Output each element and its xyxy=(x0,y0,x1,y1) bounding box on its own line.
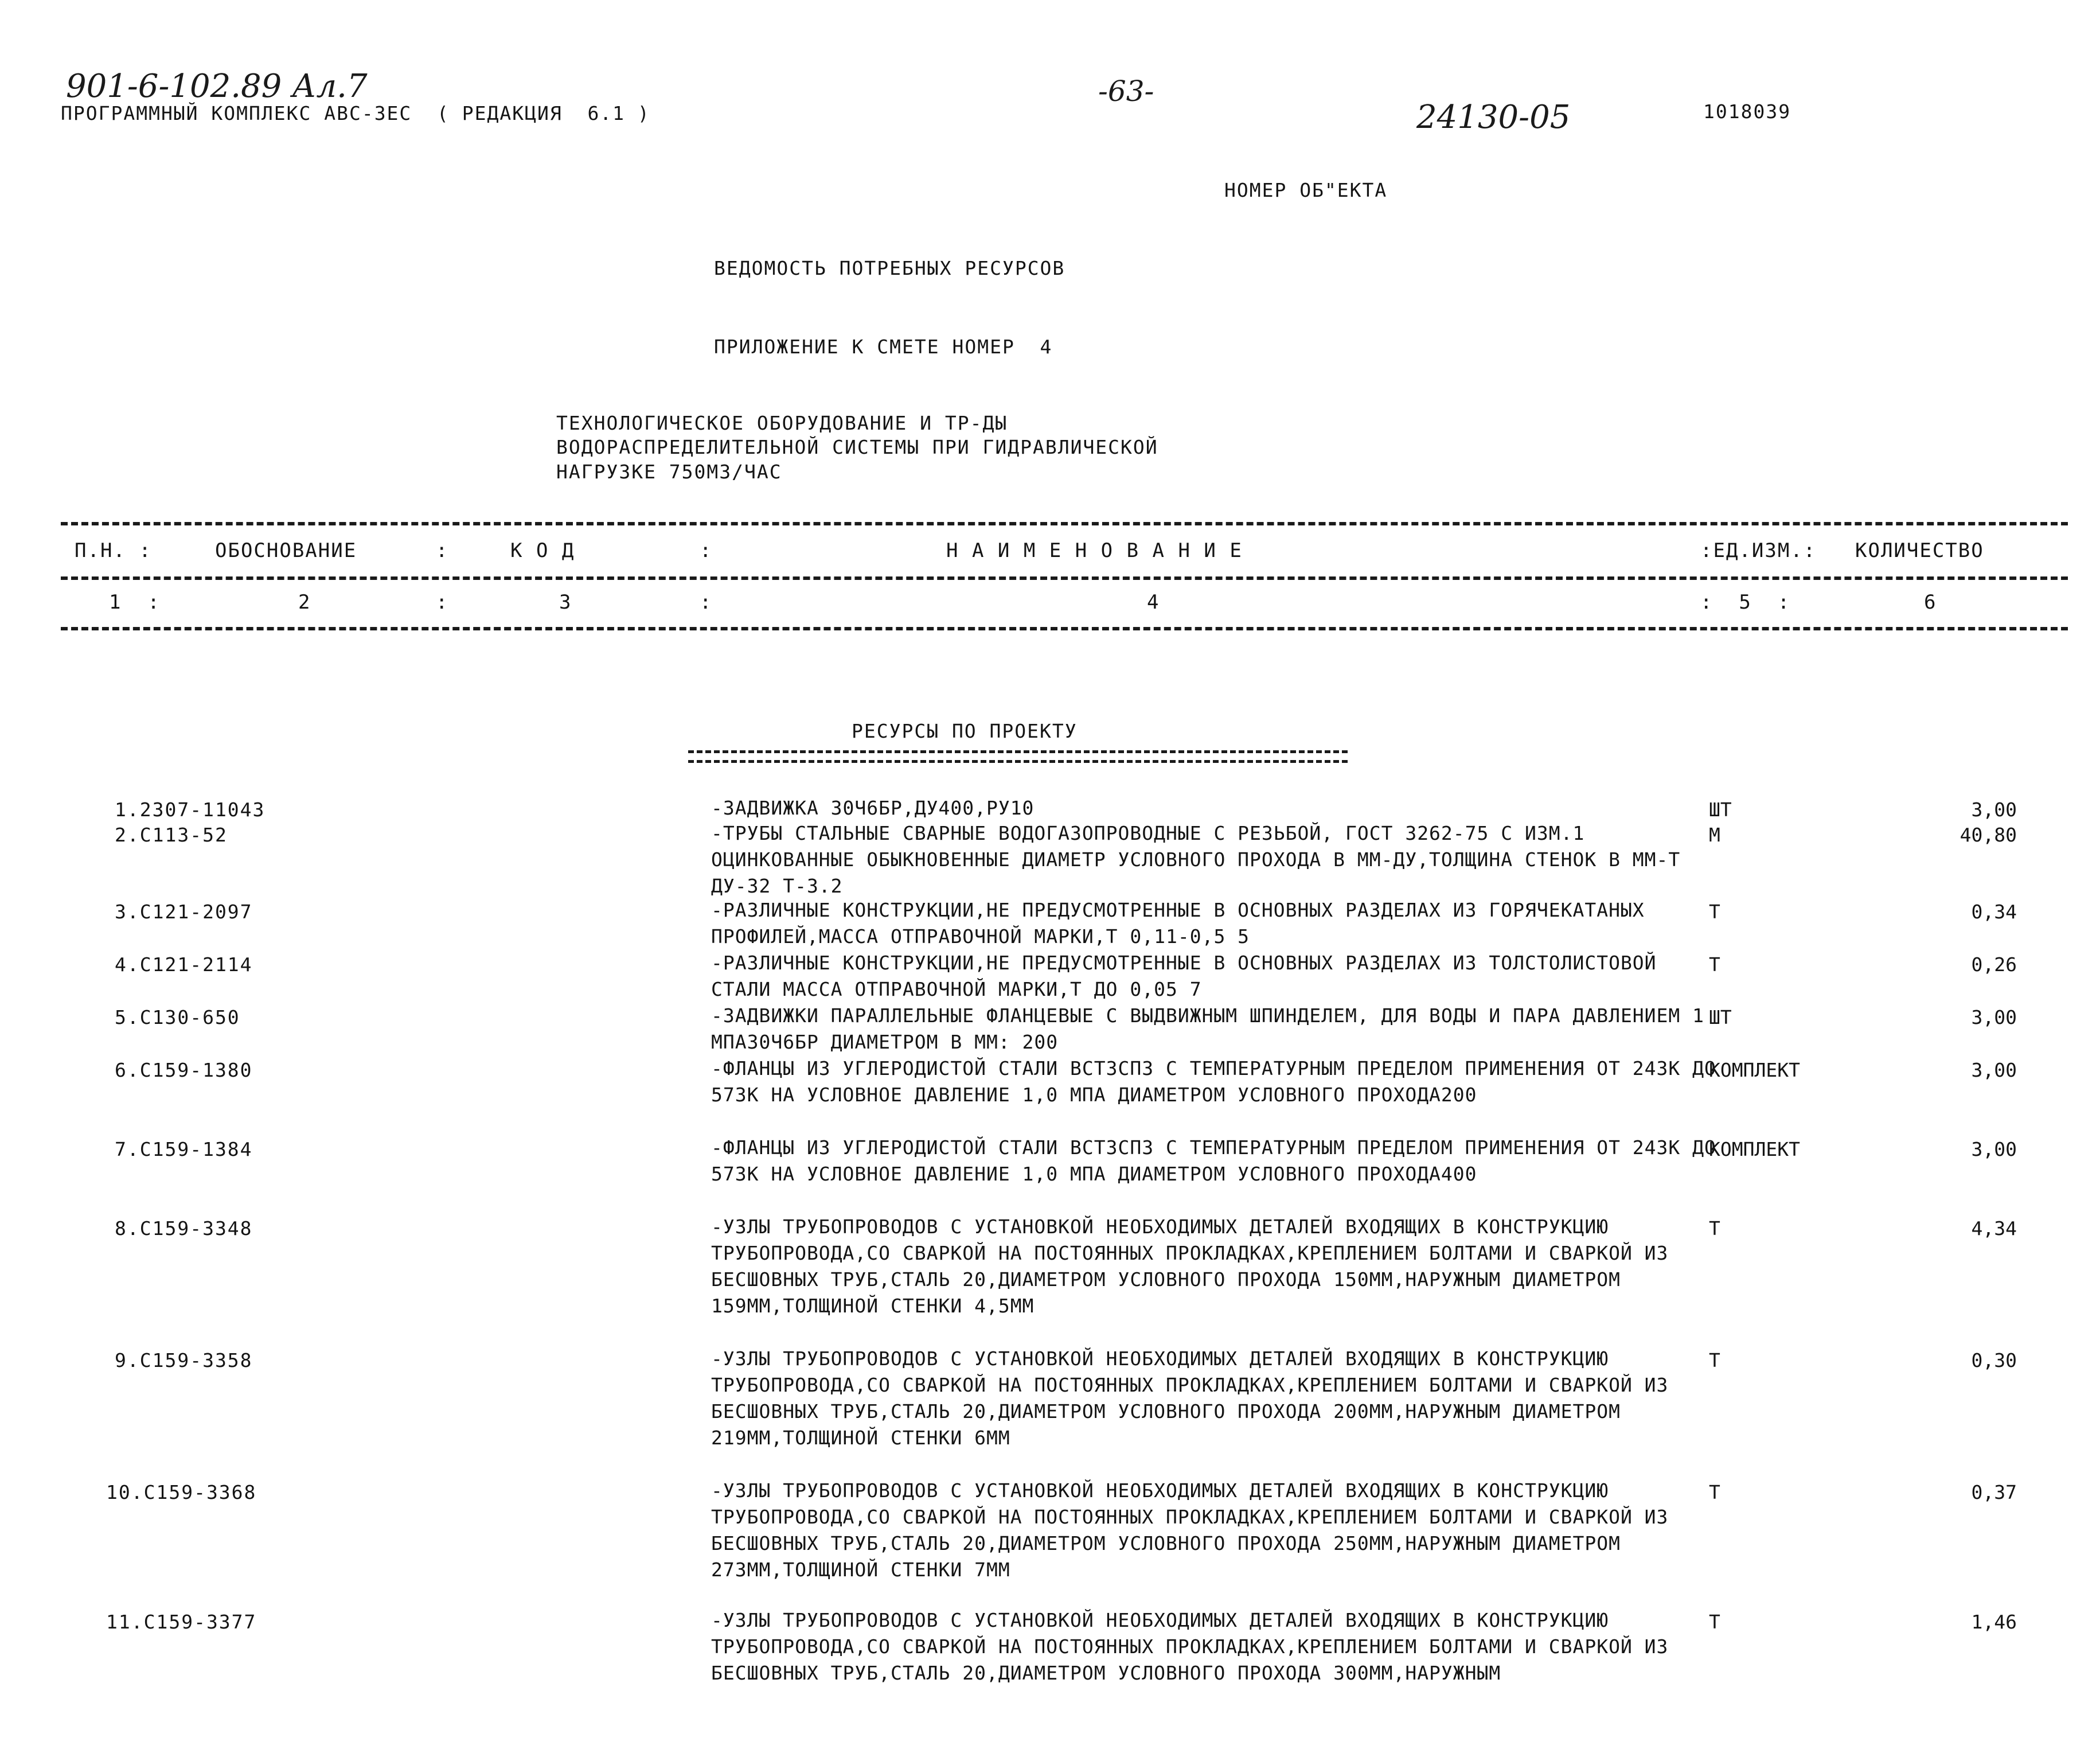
row-code: 2.С113-52 xyxy=(115,824,228,846)
colnum-colon-2: : xyxy=(700,591,713,614)
row-code: 11.С159-3377 xyxy=(106,1611,257,1633)
page-number: -63- xyxy=(1098,75,1154,108)
colnum-2: 2 xyxy=(298,591,311,614)
row-quantity: 0,26 xyxy=(1971,953,2017,976)
row-name: -ЗАДВИЖКА 30Ч6БР,ДУ400,РУ10 xyxy=(711,797,1035,819)
row-quantity: 1,46 xyxy=(1971,1611,2017,1633)
appendix-line: ПРИЛОЖЕНИЕ К СМЕТЕ НОМЕР 4 xyxy=(714,336,1053,358)
separator-top xyxy=(61,522,2068,525)
row-quantity: 3,00 xyxy=(1971,798,2017,821)
row-code: 5.С130-650 xyxy=(115,1006,240,1028)
section-title-underline xyxy=(688,750,1348,763)
row-name: -УЗЛЫ ТРУБОПРОВОДОВ С УСТАНОВКОЙ НЕОБХОДИМЫХ ДЕТАЛЕЙ ВХОДЯЩИХ В КОНСТРУКЦИЮ ТРУБОПРОВОДА,СО СВАРКОЙ НА ПОСТОЯННЫХ ПРОКЛАДКАХ,КРЕПЛЕНИЕМ БОЛТАМИ И СВАРКОЙ ИЗ БЕСШОВНЫХ ТРУБ,СТАЛЬ 20,ДИАМЕТРОМ УСЛОВНОГО ПРОХОДА 250ММ,НАРУЖНЫМ ДИАМЕТРОМ 273ММ,ТОЛЩИНОЙ СТЕНКИ 7ММ xyxy=(711,1479,1669,1581)
row-unit: М xyxy=(1709,824,1720,846)
row-quantity: 0,37 xyxy=(1971,1481,2017,1503)
document-title: ВЕДОМОСТЬ ПОТРЕБНЫХ РЕСУРСОВ xyxy=(714,257,1065,279)
colnum-6: 6 xyxy=(1924,591,1937,614)
row-name: -ЗАДВИЖКИ ПАРАЛЛЕЛЬНЫЕ ФЛАНЦЕВЫЕ С ВЫДВИЖНЫМ ШПИНДЕЛЕМ, ДЛЯ ВОДЫ И ПАРА ДАВЛЕНИЕМ 1 МПА30Ч6БР ДИАМЕТРОМ В ММ: 200 xyxy=(711,1004,1705,1053)
row-quantity: 3,00 xyxy=(1971,1006,2017,1028)
header-pn: П.Н. : xyxy=(75,539,152,562)
row-unit: Т xyxy=(1709,1611,1720,1633)
row-quantity: 0,30 xyxy=(1971,1349,2017,1372)
object-number-label: НОМЕР ОБ"ЕКТА xyxy=(1224,179,1388,201)
row-unit: Т xyxy=(1709,1217,1720,1240)
header-name: Н А И М Е Н О В А Н И Е xyxy=(946,539,1243,562)
row-name: -ТРУБЫ СТАЛЬНЫЕ СВАРНЫЕ ВОДОГАЗОПРОВОДНЫЕ С РЕЗЬБОЙ, ГОСТ 3262-75 С ИЗМ.1 ОЦИНКОВАННЫЕ ОБЫКНОВЕННЫЕ ДИАМЕТР УСЛОВНОГО ПРОХОДА В ММ-ДУ,ТОЛЩИНА СТЕНОК В ММ-Т ДУ-32 Т-3.2 xyxy=(711,822,1681,897)
row-unit: Т xyxy=(1709,901,1720,923)
row-name: -ФЛАНЦЫ ИЗ УГЛЕРОДИСТОЙ СТАЛИ ВСТ3СП3 С ТЕМПЕРАТУРНЫМ ПРЕДЕЛОМ ПРИМЕНЕНИЯ ОТ 243К ДО 573К НА УСЛОВНОЕ ДАВЛЕНИЕ 1,0 МПА ДИАМЕТРОМ УСЛОВНОГО ПРОХОДА200 xyxy=(711,1057,1716,1106)
header-basis: ОБОСНОВАНИЕ xyxy=(215,539,357,562)
row-code: 3.С121-2097 xyxy=(115,901,253,923)
row-name: -РАЗЛИЧНЫЕ КОНСТРУКЦИИ,НЕ ПРЕДУСМОТРЕННЫЕ В ОСНОВНЫХ РАЗДЕЛАХ ИЗ ТОЛСТОЛИСТОВОЙ СТАЛИ МАССА ОТПРАВОЧНОЙ МАРКИ,Т ДО 0,05 7 xyxy=(711,952,1657,1000)
row-name: -УЗЛЫ ТРУБОПРОВОДОВ С УСТАНОВКОЙ НЕОБХОДИМЫХ ДЕТАЛЕЙ ВХОДЯЩИХ В КОНСТРУКЦИЮ ТРУБОПРОВОДА,СО СВАРКОЙ НА ПОСТОЯННЫХ ПРОКЛАДКАХ,КРЕПЛЕНИЕМ БОЛТАМИ И СВАРКОЙ ИЗ БЕСШОВНЫХ ТРУБ,СТАЛЬ 20,ДИАМЕТРОМ УСЛОВНОГО ПРОХОДА 150ММ,НАРУЖНЫМ ДИАМЕТРОМ 159ММ,ТОЛЩИНОЙ СТЕНКИ 4,5ММ xyxy=(711,1215,1669,1317)
colnum-1: 1 : xyxy=(109,591,161,614)
row-quantity: 4,34 xyxy=(1971,1217,2017,1240)
handwritten-reference: 901-6-102.89 Ал.7 xyxy=(66,68,368,105)
program-line: ПРОГРАММНЫЙ КОМПЛЕКС АВС-ЗЕС ( РЕДАКЦИЯ 6.1 ) xyxy=(61,102,650,124)
row-code: 1.2307-11043 xyxy=(115,798,266,821)
row-unit: КОМПЛЕКТ xyxy=(1709,1138,1800,1160)
row-unit: Т xyxy=(1709,953,1720,976)
header-quantity: КОЛИЧЕСТВО xyxy=(1855,539,1984,562)
row-code: 6.С159-1380 xyxy=(115,1059,253,1081)
row-unit: ШТ xyxy=(1709,1006,1732,1028)
subject-line-2: ВОДОРАСПРЕДЕЛИТЕЛЬНОЙ СИСТЕМЫ ПРИ ГИДРАВЛИЧЕСКОЙ xyxy=(556,436,1158,458)
row-unit: ШТ xyxy=(1709,798,1732,821)
subject-line-3: НАГРУЗКЕ 750М3/ЧАС xyxy=(556,461,782,483)
row-name: -УЗЛЫ ТРУБОПРОВОДОВ С УСТАНОВКОЙ НЕОБХОДИМЫХ ДЕТАЛЕЙ ВХОДЯЩИХ В КОНСТРУКЦИЮ ТРУБОПРОВОДА,СО СВАРКОЙ НА ПОСТОЯННЫХ ПРОКЛАДКАХ,КРЕПЛЕНИЕМ БОЛТАМИ И СВАРКОЙ ИЗ БЕСШОВНЫХ ТРУБ,СТАЛЬ 20,ДИАМЕТРОМ УСЛОВНОГО ПРОХОДА 300ММ,НАРУЖНЫМ xyxy=(711,1609,1669,1684)
header-colon-2: : xyxy=(700,539,713,562)
row-quantity: 3,00 xyxy=(1971,1059,2017,1081)
section-title: РЕСУРСЫ ПО ПРОЕКТУ xyxy=(852,720,1078,742)
row-code: 10.С159-3368 xyxy=(106,1481,257,1503)
header-colon-1: : xyxy=(436,539,449,562)
separator-bottom xyxy=(61,627,2068,630)
row-unit: КОМПЛЕКТ xyxy=(1709,1059,1800,1081)
colnum-colon-1: : xyxy=(436,591,449,614)
row-name: -УЗЛЫ ТРУБОПРОВОДОВ С УСТАНОВКОЙ НЕОБХОДИМЫХ ДЕТАЛЕЙ ВХОДЯЩИХ В КОНСТРУКЦИЮ ТРУБОПРОВОДА,СО СВАРКОЙ НА ПОСТОЯННЫХ ПРОКЛАДКАХ,КРЕПЛЕНИЕМ БОЛТАМИ И СВАРКОЙ ИЗ БЕСШОВНЫХ ТРУБ,СТАЛЬ 20,ДИАМЕТРОМ УСЛОВНОГО ПРОХОДА 200ММ,НАРУЖНЫМ ДИАМЕТРОМ 219ММ,ТОЛЩИНОЙ СТЕНКИ 6ММ xyxy=(711,1347,1669,1449)
subject-line-1: ТЕХНОЛОГИЧЕСКОЕ ОБОРУДОВАНИЕ И ТР-ДЫ xyxy=(556,412,1008,434)
colnum-3: 3 xyxy=(559,591,572,614)
row-code: 7.С159-1384 xyxy=(115,1138,253,1160)
row-name: -ФЛАНЦЫ ИЗ УГЛЕРОДИСТОЙ СТАЛИ ВСТ3СП3 С ТЕМПЕРАТУРНЫМ ПРЕДЕЛОМ ПРИМЕНЕНИЯ ОТ 243К ДО 573К НА УСЛОВНОЕ ДАВЛЕНИЕ 1,0 МПА ДИАМЕТРОМ УСЛОВНОГО ПРОХОДА400 xyxy=(711,1136,1716,1185)
header-unit: :ЕД.ИЗМ.: xyxy=(1700,539,1817,562)
row-name: -РАЗЛИЧНЫЕ КОНСТРУКЦИИ,НЕ ПРЕДУСМОТРЕННЫЕ В ОСНОВНЫХ РАЗДЕЛАХ ИЗ ГОРЯЧЕКАТАНЫХ ПРОФИЛЕЙ,МАССА ОТПРАВОЧНОЙ МАРКИ,Т 0,11-0,5 5 xyxy=(711,899,1645,948)
header-code: К О Д xyxy=(510,539,575,562)
row-unit: Т xyxy=(1709,1349,1720,1372)
row-code: 4.С121-2114 xyxy=(115,953,253,976)
row-quantity: 40,80 xyxy=(1960,824,2017,846)
row-unit: Т xyxy=(1709,1481,1720,1503)
separator-mid xyxy=(61,576,2068,580)
row-quantity: 0,34 xyxy=(1971,901,2017,923)
stamp-number: 1018039 xyxy=(1703,100,1791,123)
handwritten-code: 24130-05 xyxy=(1416,99,1571,136)
colnum-5: : 5 : xyxy=(1700,591,1791,614)
colnum-4: 4 xyxy=(1147,591,1160,614)
row-code: 8.С159-3348 xyxy=(115,1217,253,1240)
row-code: 9.С159-3358 xyxy=(115,1349,253,1372)
row-quantity: 3,00 xyxy=(1971,1138,2017,1160)
